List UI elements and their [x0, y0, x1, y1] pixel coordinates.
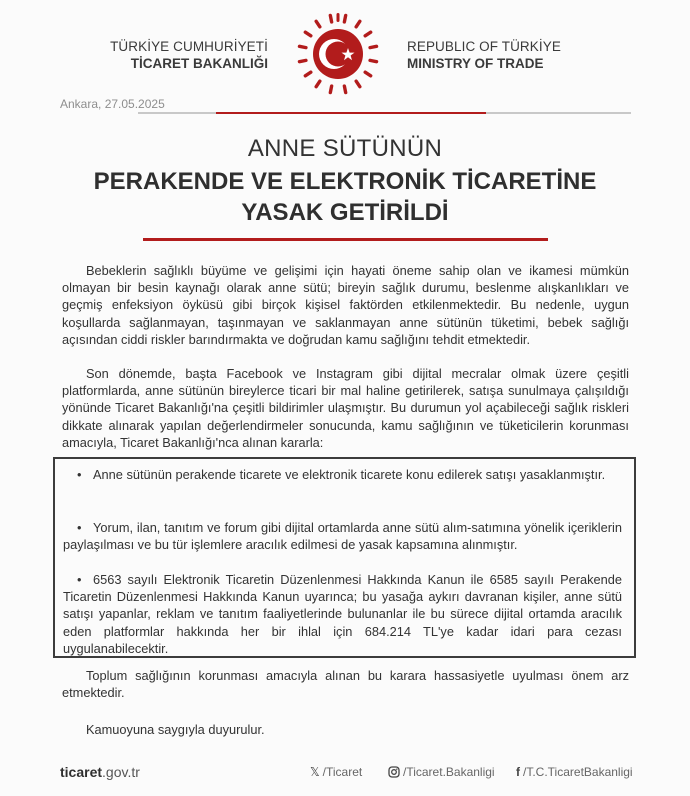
x-link[interactable]: [310, 765, 362, 779]
title-line-1: ANNE SÜTÜNÜN: [247, 135, 443, 162]
paragraph-2-text: Son dönemde, başta Facebook ve Instagram gibi dijital mecralar olmak üzere çeşitli platformlarda, anne sütünün bireylerce ticari bir mal haline getirilerek, satışa sunulmaya çalışıldığı yönünde Ticaret Bakanlığı'na çeşitli bildirimler ulaşmıştır. Bu durumun yol açabileceği sağlık riskleri dikkate alınarak yapılan değerlendirmeler sonucunda, kamu sağlığının ve tüketicilerin korunması amacıyla, Ticaret Bakanlığı'nca alınan kararla:: [62, 366, 629, 450]
facebook-link[interactable]: [516, 765, 633, 779]
decision-item-text: Yorum, ilan, tanıtım ve forum gibi dijital ortamlarda anne sütü alım-satımına yönelik içeriklerin paylaşılması ve bu tür işlemlere aracılık edilmesi de yasak kapsamına alınmıştır.: [63, 520, 622, 553]
bullet: •: [77, 572, 82, 587]
decision-item: [63, 466, 622, 483]
letterhead-english: [407, 38, 561, 72]
paragraph-1: [62, 262, 629, 348]
ministry-emblem-icon: [296, 12, 380, 96]
ministry-name-tr: TİCARET BAKANLIĞI: [130, 56, 268, 71]
paragraph-4: [62, 721, 629, 738]
instagram-handle: /Ticaret.Bakanligi: [403, 765, 495, 779]
paragraph-3-text: Toplum sağlığının korunması amacıyla alınan bu karara hassasiyetle uyulması önem arz etmektedir.: [62, 668, 629, 701]
decision-item: [63, 519, 622, 553]
title-line-2: PERAKENDE VE ELEKTRONİK TİCARETİNE: [93, 168, 597, 195]
instagram-link[interactable]: [388, 765, 495, 779]
bullet: •: [77, 467, 82, 482]
title-main: [0, 166, 690, 228]
footer: [0, 764, 690, 784]
title-line-3: YASAK GETİRİLDİ: [241, 199, 449, 226]
website-domain: .gov.tr: [102, 764, 140, 780]
facebook-icon: f: [516, 765, 520, 779]
x-logo-icon: 𝕏: [310, 765, 320, 779]
decision-box: [53, 457, 636, 658]
bullet: •: [77, 520, 82, 535]
title-divider: [143, 238, 548, 241]
header-divider: [138, 112, 631, 114]
paragraph-1-text: Bebeklerin sağlıklı büyüme ve gelişimi için hayati öneme sahip olan ve ikamesi mümkün olmayan bir besin kaynağı olarak anne sütü; bireyin sağlık durumu, beslenme alışkanlıkları ve geçmiş enfeksiyon öyküsü gibi birçok kişisel faktörden etkilenmektedir. Bu nedenle, uygun koşullarda sağlanmayan, taşınmayan ve saklanmayan anne sütünün tüketimi, bebek sağlığı açısından ciddi riskler barındırmakta ve doğrudan kamu sağlığını tehdit etmektedir.: [62, 263, 629, 347]
paragraph-2: [62, 365, 629, 451]
decision-item-text: Anne sütünün perakende ticarete ve elektronik ticarete konu edilerek satışı yasaklanmıştır.: [93, 467, 606, 482]
x-handle: /Ticaret: [322, 765, 363, 779]
paragraph-3: [62, 667, 629, 701]
republic-name-en: REPUBLIC OF TÜRKİYE: [407, 39, 561, 54]
republic-name-tr: TÜRKİYE CUMHURİYETİ: [110, 39, 268, 54]
letterhead: [0, 0, 690, 95]
website-name: ticaret: [60, 764, 103, 780]
facebook-handle: /T.C.TicaretBakanligi: [523, 765, 633, 779]
website-link[interactable]: [60, 764, 140, 780]
decision-item: [63, 571, 622, 657]
dateline: Ankara, 27.05.2025: [60, 97, 165, 111]
decision-item-text: 6563 sayılı Elektronik Ticaretin Düzenlenmesi Hakkında Kanun ile 6585 sayılı Perakende Ticaretin Düzenlenmesi Hakkında Kanun uyarınca; bu yasağa aykırı davranan kişiler, anne sütü satışı yapanlar, reklam ve tanıtım faaliyetlerinde bulunanlar ile bu sürece dijital ortamda aracılık eden platformlar hakkında her bir ihlal için 684.214 TL'ye kadar idari para cezası uygulanabilecektir.: [63, 572, 622, 656]
ministry-name-en: MINISTRY OF TRADE: [407, 56, 544, 71]
paragraph-4-text: Kamuoyuna saygıyla duyurulur.: [86, 722, 265, 737]
instagram-icon: [388, 766, 400, 778]
letterhead-turkish: [110, 38, 268, 72]
